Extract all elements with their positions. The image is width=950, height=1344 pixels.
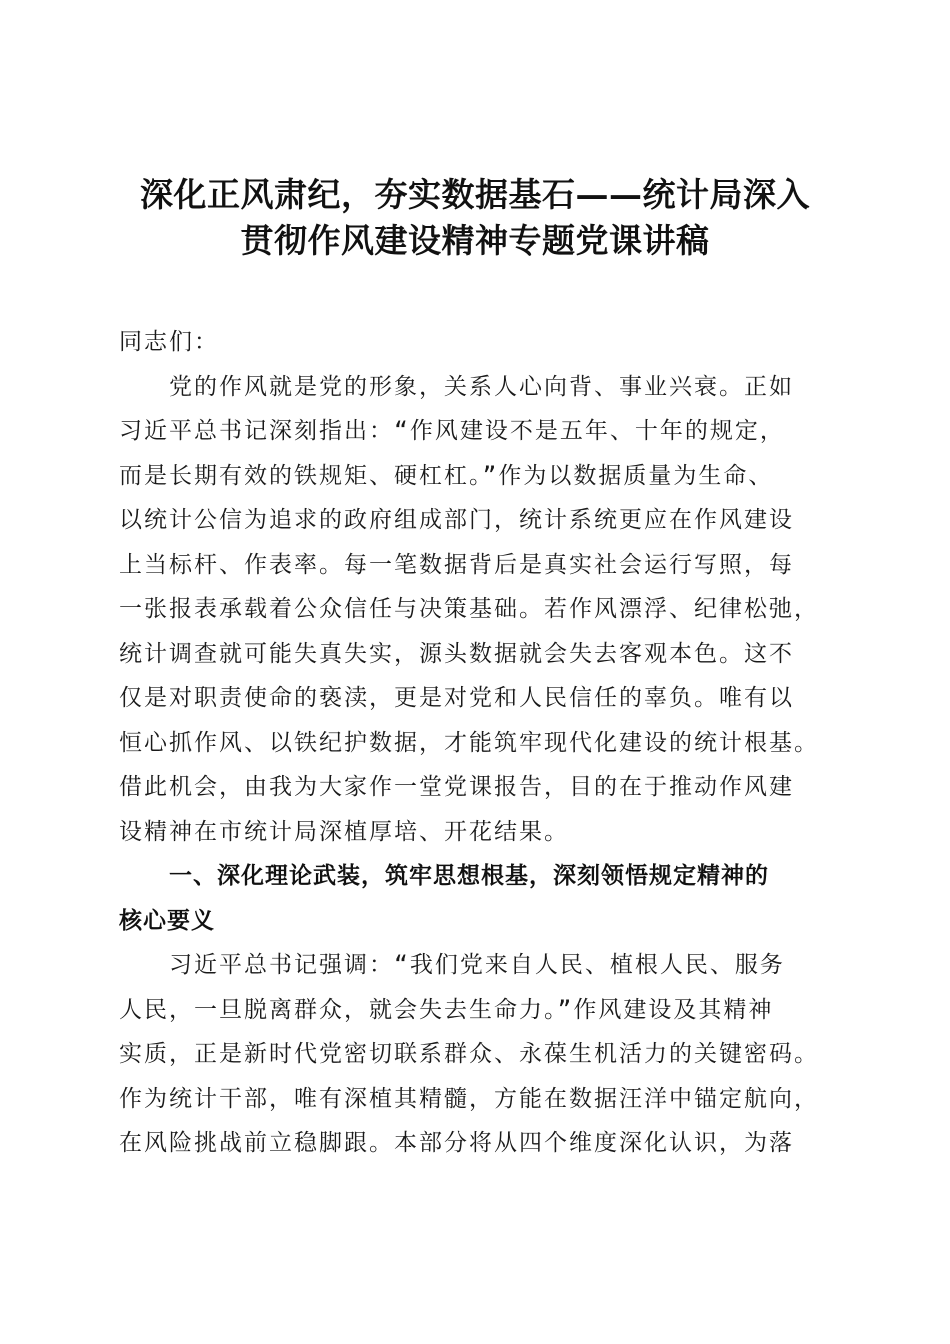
text-line: 习近平总书记深刻指出：“作风建设不是五年、十年的规定，	[119, 418, 785, 444]
text-line: 以统计公信为追求的政府组成部门，统计系统更应在作风建设	[119, 507, 794, 533]
heading-line: 一、深化理论武装，筑牢思想根基，深刻领悟规定精神的	[169, 863, 769, 889]
document-body	[119, 320, 831, 1166]
text-line: 习近平总书记强调：“我们党来自人民、植根人民、服务	[169, 952, 785, 978]
text-line: 而是长期有效的铁规矩、硬杠杠。”作为以数据质量为生命、	[119, 462, 774, 489]
text-line: 实质，正是新时代党密切联系群众、永葆生机活力的关键密码。	[119, 1041, 819, 1067]
paragraph-1	[119, 365, 831, 855]
text-line: 党的作风就是党的形象，关系人心向背、事业兴衰。正如	[169, 373, 794, 400]
text-line: 借此机会，由我为大家作一堂党课报告，目的在于推动作风建	[119, 774, 794, 800]
text-line: 设精神在市统计局深植厚培、开花结果。	[119, 818, 569, 845]
text-line: 统计调查就可能失真失实，源头数据就会失去客观本色。这不	[119, 640, 794, 667]
paragraph-2	[119, 943, 831, 1166]
text-line: 人民，一旦脱离群众，就会失去生命力。”作风建设及其精神	[119, 996, 774, 1023]
salutation: 同志们：	[119, 329, 219, 355]
title-line: 贯彻作风建设精神专题党课讲稿	[240, 221, 710, 260]
text-line: 仅是对职责使命的亵渎，更是对党和人民信任的辜负。唯有以	[119, 685, 794, 711]
text-line: 作为统计干部，唯有深植其精髓，方能在数据汪洋中锚定航向，	[119, 1085, 819, 1112]
text-line: 上当标杆、作表率。每一笔数据背后是真实社会运行写照，每	[119, 551, 794, 578]
text-line: 恒心抓作风、以铁纪护数据，才能筑牢现代化建设的统计根基。	[119, 729, 819, 756]
title-line: 深化正风肃纪，夯实数据基石——统计局深入	[140, 175, 810, 214]
section-heading-1	[119, 854, 831, 943]
text-line: 一张报表承载着公众信任与决策基础。若作风漂浮、纪律松弛，	[119, 596, 819, 622]
heading-line: 核心要义	[119, 907, 215, 934]
text-line: 在风险挑战前立稳脚跟。本部分将从四个维度深化认识，为落	[119, 1130, 794, 1156]
document-title	[100, 172, 850, 264]
